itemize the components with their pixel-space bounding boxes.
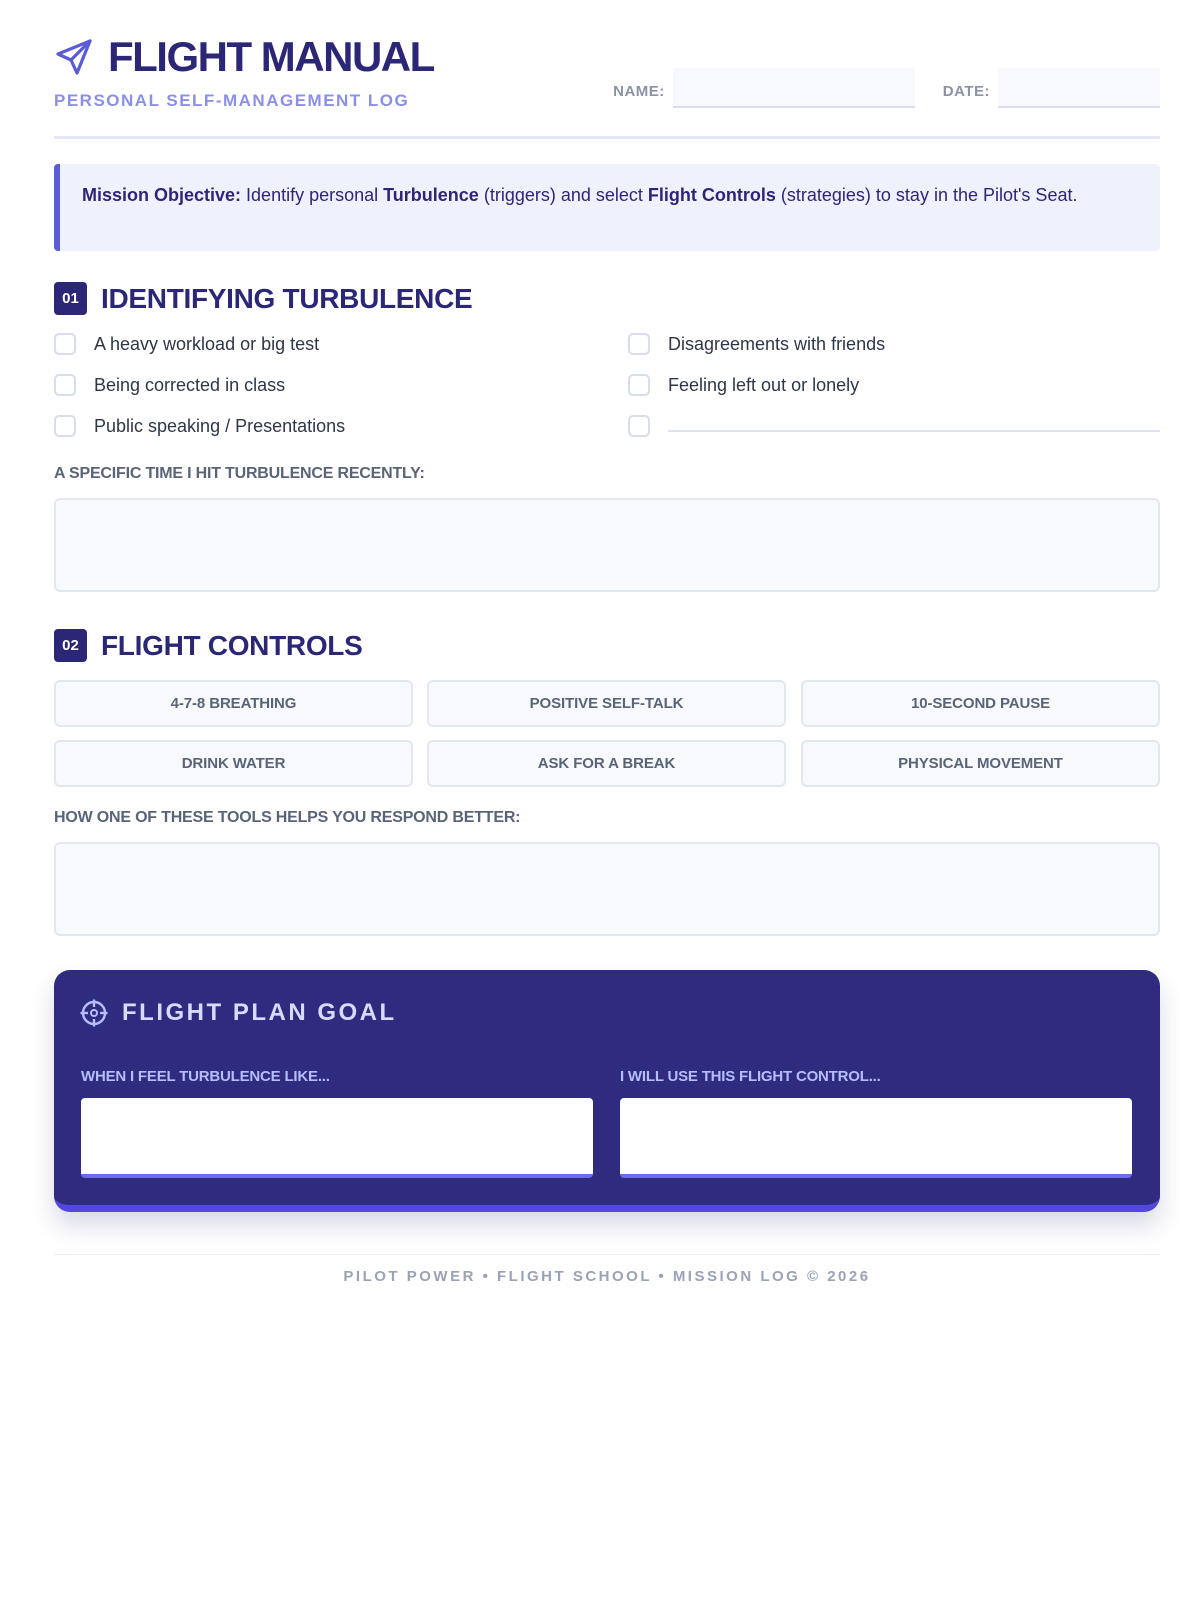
checklist-item[interactable] xyxy=(54,372,285,398)
section-1-number: 01 xyxy=(54,282,87,315)
controls-answer-box[interactable] xyxy=(54,842,1160,936)
date-field[interactable] xyxy=(998,68,1160,108)
checklist-label: Disagreements with friends xyxy=(668,333,886,354)
objective-term-turbulence: Turbulence xyxy=(383,185,479,205)
objective-lead: Mission Objective: xyxy=(82,185,242,205)
checklist-item[interactable] xyxy=(628,372,859,398)
objective-term-flight-controls: Flight Controls xyxy=(647,185,776,205)
goal-left-label: WHEN I FEEL TURBULENCE LIKE... xyxy=(81,1068,330,1085)
checkbox[interactable] xyxy=(54,333,76,355)
turbulence-goal-input[interactable] xyxy=(81,1098,593,1178)
control-option[interactable]: DRINK WATER xyxy=(54,740,413,787)
section-2-title: FLIGHT CONTROLS xyxy=(101,629,363,661)
checklist-label: A heavy workload or big test xyxy=(94,333,320,354)
name-label: NAME: xyxy=(613,83,665,100)
footer-divider xyxy=(54,1254,1160,1255)
page-title: FLIGHT MANUAL xyxy=(108,33,434,80)
checkbox[interactable] xyxy=(628,333,650,355)
goal-heading xyxy=(80,999,397,1027)
flight-control-goal-input[interactable] xyxy=(620,1098,1132,1178)
footer-text: PILOT POWER • FLIGHT SCHOOL • MISSION LOG © 2026 xyxy=(343,1268,871,1285)
checklist-item[interactable] xyxy=(628,331,885,357)
mission-objective xyxy=(54,164,1160,251)
checklist-label: Feeling left out or lonely xyxy=(668,374,860,395)
header xyxy=(54,0,1160,139)
page-subtitle: PERSONAL SELF-MANAGEMENT LOG xyxy=(54,91,410,110)
checklist-label: Public speaking / Presentations xyxy=(94,415,346,436)
section-2-heading xyxy=(54,629,362,662)
control-option[interactable]: 10-SECOND PAUSE xyxy=(801,680,1160,727)
control-option[interactable]: ASK FOR A BREAK xyxy=(427,740,786,787)
control-option[interactable]: PHYSICAL MOVEMENT xyxy=(801,740,1160,787)
control-option[interactable]: 4-7-8 BREATHING xyxy=(54,680,413,727)
checklist-item-blank[interactable] xyxy=(628,413,1160,439)
checkbox[interactable] xyxy=(54,374,76,396)
crosshair-icon xyxy=(80,999,108,1027)
checklist-item[interactable] xyxy=(54,413,345,439)
paper-plane-icon xyxy=(54,37,94,77)
blank-write-in-line[interactable] xyxy=(668,430,1160,432)
goal-right-label: I WILL USE THIS FLIGHT CONTROL... xyxy=(620,1068,881,1085)
checklist-label: Being corrected in class xyxy=(94,374,286,395)
flight-plan-goal-panel xyxy=(54,970,1160,1212)
objective-text-3: (strategies) to stay in the Pilot's Seat. xyxy=(775,185,1078,205)
objective-text-1: Identify personal xyxy=(241,185,384,205)
goal-title: FLIGHT PLAN GOAL xyxy=(122,999,397,1026)
control-option[interactable]: POSITIVE SELF-TALK xyxy=(427,680,786,727)
date-label: DATE: xyxy=(942,83,990,100)
checkbox[interactable] xyxy=(628,415,650,437)
objective-text-2: (triggers) and select xyxy=(478,185,648,205)
name-field[interactable] xyxy=(673,68,915,108)
section-2-number: 02 xyxy=(54,629,87,662)
name-date-fields xyxy=(613,68,1160,108)
checklist-item[interactable] xyxy=(54,331,319,357)
section-1-title: IDENTIFYING TURBULENCE xyxy=(101,282,473,314)
title-row xyxy=(54,33,434,80)
controls-prompt: HOW ONE OF THESE TOOLS HELPS YOU RESPOND BETTER: xyxy=(54,809,521,826)
content xyxy=(54,0,1160,1285)
turbulence-prompt: A SPECIFIC TIME I HIT TURBULENCE RECENTLY: xyxy=(54,465,425,482)
section-1-heading xyxy=(54,282,472,315)
turbulence-answer-box[interactable] xyxy=(54,498,1160,592)
checkbox[interactable] xyxy=(54,415,76,437)
checkbox[interactable] xyxy=(628,374,650,396)
